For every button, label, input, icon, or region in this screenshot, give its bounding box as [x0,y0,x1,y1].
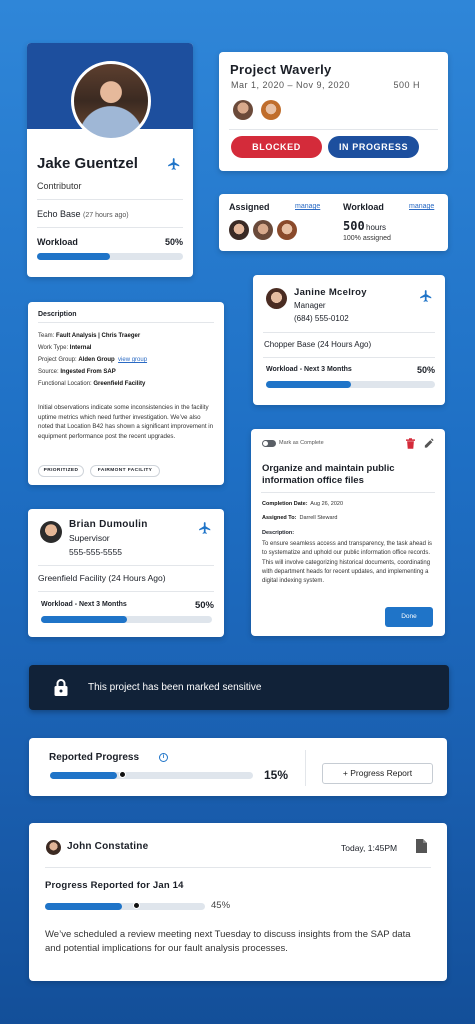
view-group-link[interactable]: view group [118,357,148,363]
row-value: Ingested From SAP [60,369,116,375]
completion-value: Aug 26, 2020 [310,501,344,507]
complete-toggle[interactable] [262,440,276,447]
reported-progress-title: Reported Progress [49,752,140,763]
sensitive-banner [29,665,449,710]
airplane-icon [198,521,212,535]
assigned-value: Darrell Steward [299,515,338,521]
progress-percent: 15% [264,768,289,782]
divider [37,227,183,228]
description-card [28,302,224,485]
divider [38,591,214,592]
workload-label: Workload - Next 3 Months [41,601,127,608]
profile-card-janine [253,275,445,405]
trash-icon[interactable] [406,438,415,449]
divider [261,492,435,493]
profile-base: Chopper Base (24 Hours Ago) [264,340,372,349]
workload-label: Workload [37,237,78,247]
description-title: Description [38,311,77,318]
workload-label: Workload - Next 3 Months [266,366,352,373]
desc-row-location [38,381,145,387]
row-value: Internal [69,345,92,351]
desc-row-work-type [38,345,91,351]
row-label: Source: [38,369,59,375]
assigned-to [262,515,337,521]
workload-bar [41,616,212,623]
progress-subtitle: Progress Reported for Jan 14 [45,880,184,891]
avatar[interactable] [277,220,297,240]
progress-marker [119,771,126,778]
manage-assigned-link[interactable]: manage [295,203,321,210]
pencil-icon[interactable] [424,438,434,448]
divider [45,867,431,868]
avatar[interactable] [253,220,273,240]
workload-percent: 50% [416,365,435,375]
desc-row-source [38,369,116,375]
document-icon[interactable] [416,839,427,853]
row-value: Fault Analysis | Chris Traeger [56,333,141,339]
profile-name: Jake Guentzel [37,155,138,172]
profile-role: Manager [294,301,326,310]
sensitive-banner-text: This project has been marked sensitive [88,682,262,693]
desc-row-team [38,333,140,339]
task-description-label: Description: [262,530,295,536]
profile-base: Greenfield Facility (24 Hours Ago) [38,573,166,583]
avatar[interactable] [229,220,249,240]
progress-percent: 45% [211,900,231,911]
row-value: Alden Group [78,357,115,363]
workload-bar [266,381,435,388]
base-time: (27 hours ago) [83,212,129,219]
progress-update-body: We’ve scheduled a review meeting next Tuesday to discuss insights from the SAP data and potential implications for our fault analysis processes. [45,929,411,954]
lock-icon [54,679,68,696]
author-name: John Constatine [67,841,149,852]
airplane-icon [167,157,181,171]
tag-fairmont-facility[interactable]: FAIRMONT FACILITY [90,465,160,477]
divider [263,332,435,333]
progress-bar-fill [45,903,122,910]
add-progress-report-button[interactable]: + Progress Report [322,763,433,784]
project-dates: Mar 1, 2020 – Nov 9, 2020 [231,80,351,90]
base-name: Echo Base [37,209,81,219]
progress-update-card [29,823,447,981]
completion-date [262,501,343,507]
airplane-icon [419,289,433,303]
project-card [219,52,448,171]
divider [37,199,183,200]
workload-bar-fill [37,253,110,260]
avatar[interactable] [261,100,281,120]
workload-hours: 500 [343,219,365,233]
complete-toggle-label: Mark as Complete [279,440,324,446]
task-card [251,429,445,636]
progress-marker [133,902,140,909]
done-button[interactable]: Done [385,607,433,627]
status-in-progress-button[interactable]: IN PROGRESS [328,136,419,158]
divider [38,322,214,323]
progress-bar [45,903,205,910]
completion-label: Completion Date: [262,501,308,507]
profile-role: Supervisor [69,533,110,543]
status-blocked-button[interactable]: BLOCKED [231,136,322,158]
profile-phone: 555-555-5555 [69,547,122,557]
assigned-label: Assigned To: [262,515,297,521]
divider [263,357,435,358]
workload-label: Workload [343,202,384,212]
avatar [266,288,287,309]
progress-bar-fill [50,772,117,779]
workload-percent: 50% [194,600,214,611]
divider [305,750,306,786]
workload-bar-fill [41,616,127,623]
profile-card-jake [27,43,193,277]
info-icon[interactable]: i [159,753,168,762]
divider [38,565,214,566]
avatar [71,61,151,141]
tag-prioritized[interactable]: PRIORITIZED [38,465,84,477]
desc-row-project-group [38,357,147,363]
progress-bar [50,772,253,779]
task-title: Organize and maintain public information office files [262,463,395,486]
avatar [40,521,62,543]
workload-bar-fill [266,381,351,388]
divider [229,129,438,130]
row-label: Functional Location: [38,381,92,387]
avatar[interactable] [233,100,253,120]
description-body: Initial observations indicate some inconsistencies in the facility uptime metrics which need further investigation. We’ve also noted that Location B42 has shown a significant improvement in equipment performance post the recent upgrades. [38,404,214,440]
profile-role: Contributor [37,181,82,191]
project-title: Project Waverly [230,62,332,77]
profile-name: Brian Dumoulin [69,519,148,530]
row-label: Project Group: [38,357,77,363]
workload-hours-unit: hours [366,223,387,232]
workload-assigned-percent: 100% assigned [343,235,391,242]
reported-progress-card [29,738,447,796]
profile-name: Janine Mcelroy [294,287,367,298]
row-label: Work Type: [38,345,69,351]
workload-percent: 50% [164,237,183,247]
task-description: To ensure seamless access and transparency, the task ahead is to systematize and uphold our public information office records. This will involve categorizing historical documents, coordinating with department heads for recent updates, and implementing a digital indexing system. [262,541,432,585]
profile-phone: (684) 555-0102 [294,314,349,323]
assignment-card [219,194,448,251]
project-hours: 500 H [393,80,420,90]
row-label: Team: [38,333,55,339]
workload-bar [37,253,183,260]
profile-card-brian [28,509,224,637]
profile-base [37,209,129,219]
manage-workload-link[interactable]: manage [409,203,435,210]
assigned-label: Assigned [229,202,270,212]
row-value: Greenfield Facility [93,381,146,387]
timestamp: Today, 1:45PM [341,843,398,853]
avatar [46,840,61,855]
